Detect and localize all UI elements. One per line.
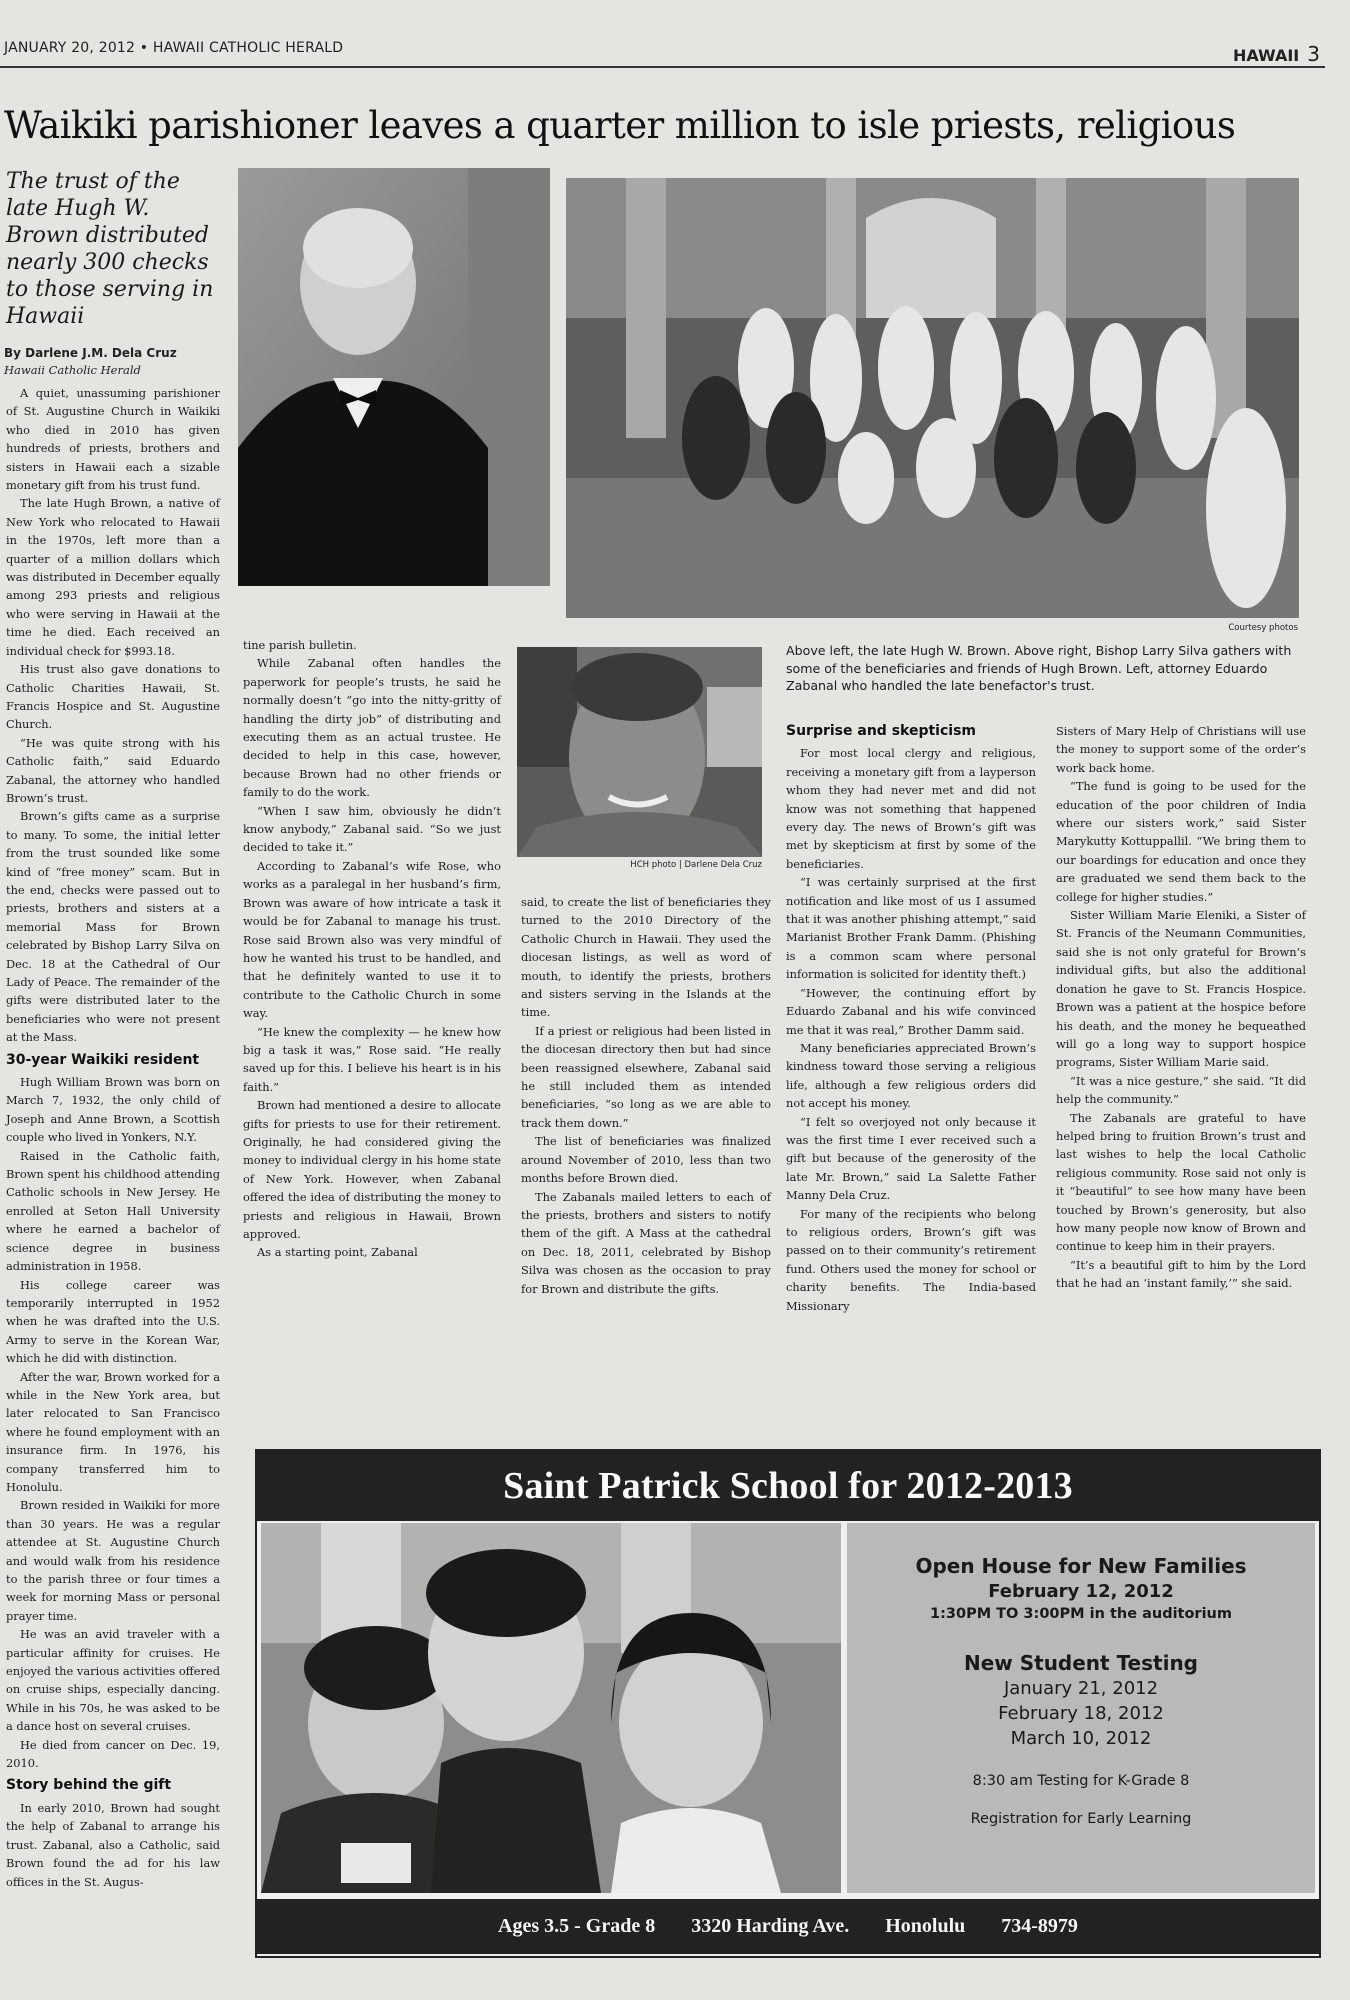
paragraph: Brown had mentioned a desire to allocate gifts for priests to use for their retirement. Originally, he had considered giving the money to individual clergy in his home state of New York. However, when Zabanal offered the idea of distributing the money to priests and religious in Hawaii, Brown approved. xyxy=(243,1098,501,1241)
paragraph: He was an avid traveler with a particular affinity for cruises. He enjoyed the various activities offered on cruise ships, especially dancing. While in his 70s, he was asked to be a dance host on several cruises. xyxy=(6,1627,220,1734)
paragraph: As a starting point, Zabanal xyxy=(257,1245,418,1260)
paragraph: The Zabanals are grateful to have helped bring to fruition Brown’s trust and last wishes to help the local Catholic religious community. Rose said not only is it “beautiful” to see how many have been touched by Brown’s generosity, but also how many people now know of Brown and continue to keep him in their prayers. xyxy=(1056,1110,1306,1254)
open-house-date: February 12, 2012 xyxy=(988,1581,1174,1602)
photo-hugh-brown xyxy=(238,168,550,586)
article-column-4 xyxy=(786,718,1036,1315)
byline: By Darlene J.M. Dela Cruz xyxy=(4,346,177,360)
paragraph: He died from cancer on Dec. 19, 2010. xyxy=(6,1737,220,1771)
paragraph: tine parish bulletin. xyxy=(243,638,357,652)
ad-address: 3320 Harding Ave. xyxy=(691,1915,850,1937)
paragraph: “It’s a beautiful gift to him by the Lord that he had an ‘instant family,’” she said. xyxy=(1056,1257,1306,1291)
open-house-heading: Open House for New Families xyxy=(915,1554,1247,1578)
masthead-rule xyxy=(0,66,1325,68)
subhead-waikiki-resident: 30-year Waikiki resident xyxy=(6,1051,200,1068)
photo-bishop-group xyxy=(566,178,1299,618)
testing-heading: New Student Testing xyxy=(963,1651,1198,1675)
ad-phone: 734-8979 xyxy=(1001,1915,1078,1937)
paragraph: “He knew the complexity — he knew how big a task it was,” Rose said. “He really saved up for this. I believe his heart is in his faith.” xyxy=(243,1024,501,1094)
saint-patrick-school-ad xyxy=(255,1449,1321,1958)
registration-note: Registration for Early Learning xyxy=(970,1811,1192,1827)
paragraph: “The fund is going to be used for the education of the poor children of India where our sisters work,” said Sister Marykutty Kottuppallil. “We bring them to our boardings for education and once they are graduated we send them back to the college for higher studies.” xyxy=(1056,779,1306,904)
paragraph: Brown resided in Waikiki for more than 30 years. He was a regular attendee at St. Augustine Church and would walk from his residence to the parish three or four times a week for morning Mass or personal prayer time. xyxy=(6,1498,220,1623)
paragraph: “He was quite strong with his Catholic faith,” said Eduardo Zabanal, the attorney who handled Brown’s trust. xyxy=(6,735,220,805)
paragraph: After the war, Brown worked for a while in the New York area, but later relocated to San Francisco where he found employment with an insurance firm. In 1976, his company transferred him to Honolulu. xyxy=(6,1369,220,1494)
testing-date: March 10, 2012 xyxy=(1010,1728,1152,1749)
photo-credit-inset: HCH photo | Darlene Dela Cruz xyxy=(630,860,762,870)
article-deck: The trust of the late Hugh W. Brown distributed nearly 300 checks to those serving in Hawaii xyxy=(6,169,214,329)
article-column-1 xyxy=(6,384,220,1891)
article-headline: Waikiki parishioner leaves a quarter million to isle priests, religious xyxy=(4,104,1236,147)
testing-date: February 18, 2012 xyxy=(998,1703,1164,1724)
article-column-2 xyxy=(243,636,501,1262)
paragraph: Raised in the Catholic faith, Brown spent his childhood attending Catholic schools in New Jersey. He enrolled at Seton Hall University where he earned a bachelor of science degree in business administration in 1958. xyxy=(6,1148,220,1274)
ad-footer xyxy=(257,1899,1319,1954)
paragraph: said, to create the list of beneficiaries they turned to the 2010 Directory of the Catholic Church in Hawaii. They used the diocesan listings, as well as word of mouth, to identify the priests, brothers and sisters serving in the Islands at the time. xyxy=(521,895,771,1020)
paragraph: For many of the recipients who belong to religious orders, Brown’s gift was passed on to their community’s retirement fund. Others used the money for school or charity benefits. The India-based Missionary xyxy=(786,1206,1036,1313)
paragraph: Brown’s gifts came as a surprise to many. To some, the initial letter from the trust sounded like some kind of “free money” scam. But in the end, checks were passed out to priests, brothers and sisters at a memorial Mass for Brown celebrated by Bishop Larry Silva on Dec. 18 at the Cathedral of Our Lady of Peace. The remainder of the gifts were distributed later to the beneficiaries who were not present at the Mass. xyxy=(6,809,220,1045)
paragraph: The list of beneficiaries was finalized around November of 2010, less than two months before Brown died. xyxy=(521,1134,771,1186)
masthead-section xyxy=(1233,42,1320,66)
subhead-surprise-skepticism: Surprise and skepticism xyxy=(786,723,976,739)
subhead-story-behind-gift: Story behind the gift xyxy=(6,1777,172,1794)
ad-ages: Ages 3.5 - Grade 8 xyxy=(498,1915,656,1937)
open-house-time: 1:30PM TO 3:00PM in the auditorium xyxy=(930,1606,1232,1622)
page-number: 3 xyxy=(1307,42,1320,66)
paragraph: The Zabanals mailed letters to each of the priests, brothers and sisters to notify them of the gift. A Mass at the cathedral on Dec. 18, 2011, celebrated by Bishop Silva was chosen as the occasion to pray for Brown and distribute the gifts. xyxy=(521,1189,771,1296)
article-column-3 xyxy=(521,893,771,1298)
photo-eduardo-zabanal xyxy=(517,647,762,857)
masthead-date-paper: JANUARY 20, 2012 • HAWAII CATHOLIC HERALD xyxy=(4,40,344,56)
paragraph: “I felt so overjoyed not only because it was the first time I ever received such a gift but because of the generosity of the late Mr. Brown,” said La Salette Father Manny Dela Cruz. xyxy=(786,1114,1036,1203)
ad-city: Honolulu xyxy=(885,1915,966,1937)
paragraph: His trust also gave donations to Catholic Charities Hawaii, St. Francis Hospice and St. Augustine Church. xyxy=(6,662,220,732)
testing-note: 8:30 am Testing for K-Grade 8 xyxy=(972,1773,1190,1789)
ad-title: Saint Patrick School for 2012-2013 xyxy=(257,1451,1319,1521)
paragraph: In early 2010, Brown had sought the help of Zabanal to arrange his trust. Zabanal, also a Catholic, said Brown found the ad for his law offices in the St. Augus- xyxy=(6,1800,220,1889)
paragraph: According to Zabanal’s wife Rose, who works as a paralegal in her husband’s firm, Brown was aware of how intricate a task it would be for Zabanal to manage his trust. Rose said Brown also was very mindful of how he wanted his trust to be handled, and that he definitely wanted to use it to contribute to the Catholic Church in some way. xyxy=(243,858,501,1021)
paragraph: Sister William Marie Eleniki, a Sister of St. Francis of the Neumann Communities, said she is not only grateful for Brown’s individual gifts, but also the additional donation he gave to St. Francis Hospice. Brown was a patient at the hospice before his death, and the money he bequeathed will go a long way to support hospice programs, Sister William Marie said. xyxy=(1056,908,1306,1070)
paragraph: “However, the continuing effort by Eduardo Zabanal and his wife convinced me that it was real,” Brother Damm said. xyxy=(786,985,1036,1037)
paragraph: His college career was temporarily interrupted in 1952 when he was drafted into the U.S. Army to serve in the Korean War, which he did with distinction. xyxy=(6,1277,220,1366)
paragraph: “I was certainly surprised at the first notification and like most of us I assumed that it was another phishing attempt,” said Marianist Brother Frank Damm. (Phishing is a common scam where personal information is solicited for identity theft.) xyxy=(786,875,1036,982)
article-column-5 xyxy=(1056,722,1306,1293)
photo-credit-top: Courtesy photos xyxy=(1228,623,1298,633)
byline-organization: Hawaii Catholic Herald xyxy=(4,363,141,377)
paragraph: If a priest or religious had been listed in the diocesan directory then but had since been reassigned elsewhere, Zabanal said he still included them as intended beneficiaries, “so long as we are able to track them down.” xyxy=(521,1023,771,1130)
paragraph: While Zabanal often handles the paperwork for people’s trusts, he said he normally doesn’t “go into the nitty-gritty of handling the dirty job” of distributing and executing them as an actual trustee. He decided to help in this case, however, because Brown had no other friends or family to do the work. xyxy=(243,656,501,800)
photo-caption: Above left, the late Hugh W. Brown. Above right, Bishop Larry Silva gathers with some of the beneficiaries and friends of Hugh Brown. Left, attorney Eduardo Zabanal who handled the late benefactor's trust. xyxy=(786,643,1292,693)
section-label: HAWAII xyxy=(1232,46,1300,65)
ad-info-panel xyxy=(847,1523,1315,1893)
paragraph: Many beneficiaries appreciated Brown’s kindness toward those serving a religious life, although a few religious orders did not accept his money. xyxy=(786,1040,1036,1111)
paragraph: Sisters of Mary Help of Christians will use the money to support some of the order’s work back home. xyxy=(1056,724,1306,775)
paragraph: Hugh William Brown was born on March 7, 1932, the only child of Joseph and Anne Brown, a Scottish couple who lived in Yonkers, N.Y. xyxy=(6,1075,220,1145)
paragraph: For most local clergy and religious, receiving a monetary gift from a layperson whom they had never met and did not know was not something that happened every day. The news of Brown’s gift was met by skepticism at first by some of the beneficiaries. xyxy=(786,746,1036,871)
paragraph: The late Hugh Brown, a native of New York who relocated to Hawaii in the 1970s, left more than a quarter of a million dollars which was distributed in December equally among 293 priests and religious who were serving in Hawaii at the time he died. Each received an individual check for $993.18. xyxy=(6,496,220,658)
paragraph: “When I saw him, obviously he didn’t know anybody,” Zabanal said. “So we just decided to take it.” xyxy=(243,803,501,855)
ad-photo-students xyxy=(261,1523,841,1893)
testing-date: January 21, 2012 xyxy=(1003,1678,1159,1699)
paragraph: A quiet, unassuming parishioner of St. Augustine Church in Waikiki who died in 2010 has given hundreds of priests, brothers and sisters in Hawaii each a sizable monetary gift from his trust fund. xyxy=(6,386,220,493)
paragraph: “It was a nice gesture,” she said. “It did help the community.” xyxy=(1056,1073,1306,1107)
